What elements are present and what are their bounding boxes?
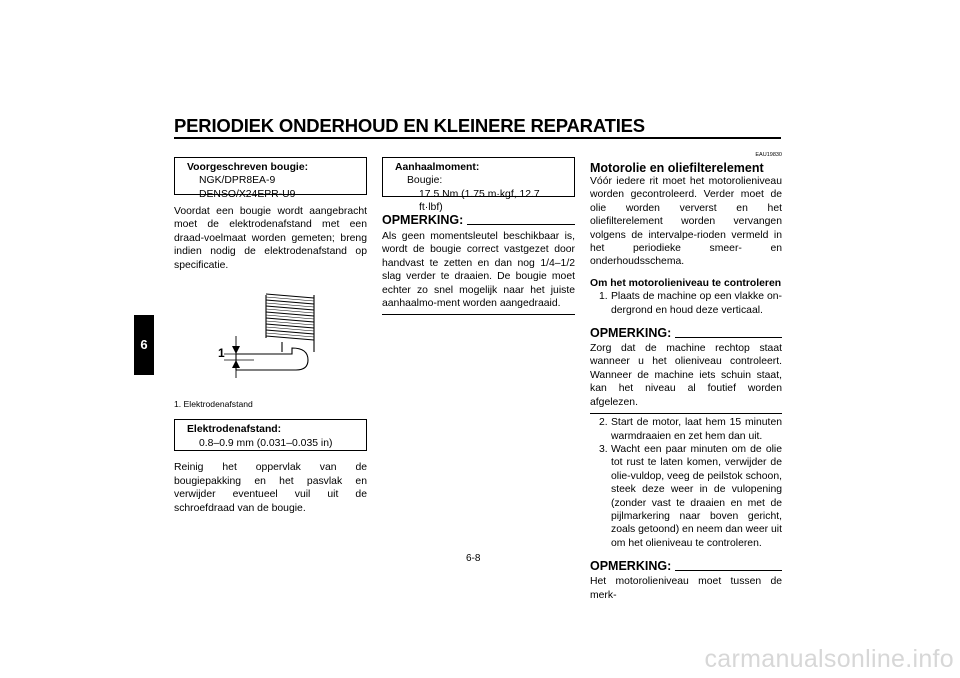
gap-value: 0.8–0.9 mm (0.031–0.035 in) (199, 437, 333, 449)
page-number: 6-8 (466, 553, 481, 564)
note-heading (590, 559, 782, 573)
reference-code: EAU19830 (755, 152, 782, 158)
spec-value: NGK/DPR8EA-9 (199, 175, 276, 187)
paragraph: Vóór iedere rit moet het motorolieniveau worden gecontroleerd. Verder moet de olie worden ververst en het oliefilterelement worden vervangen volgens de intervalpe-rioden vermeld in het periodieke smeer- en onderhoudsschema. (590, 176, 782, 268)
spec-value: DENSO/X24EPR-U9 (199, 188, 296, 200)
list-item (590, 290, 782, 317)
steps-list (590, 290, 782, 317)
list-item (590, 443, 782, 550)
note-heading-text: OPMERKING: (590, 559, 672, 574)
step-number: 2. (599, 417, 608, 429)
step-text: Plaats de machine op een vlakke on-dergrond en houd deze verticaal. (611, 291, 782, 316)
note-text: Het motorolieniveau moet tussen de merk- (590, 576, 782, 601)
figure-label: 1 (218, 346, 225, 361)
paragraph: Voordat een bougie wordt aangebracht moet de elektrodenafstand met een draad-voelmaat worden gemeten; breng indien nodig de elektrodenafstand op specificatie. (174, 206, 367, 271)
column-2 (382, 157, 575, 315)
note-heading-text: OPMERKING: (382, 213, 464, 227)
page-title: PERIODIEK ONDERHOUD EN KLEINERE REPARATIES (174, 115, 645, 136)
spark-plug-illustration (174, 280, 367, 390)
electrode-gap-box (174, 419, 367, 451)
note-heading (590, 326, 782, 340)
note-rule (590, 413, 782, 414)
spec-heading: Voorgeschreven bougie: (187, 162, 309, 173)
figure-caption: 1. Elektrodenafstand (174, 399, 253, 410)
torque-label: Bougie: (407, 175, 443, 187)
step-number: 1. (599, 291, 608, 303)
step-text: Wacht een paar minuten om de olie tot rust te laten komen, verwijder de olie-vuldop, veeg de peilstok schoon, steek deze weer in de vulopening (zonder vast te draaien en met de pijlmarkering naar boven gericht, zoals getoond) en neem dan weer uit om het olieniveau te controleren. (611, 443, 782, 549)
list-item (590, 416, 782, 443)
torque-heading: Aanhaalmoment: (395, 162, 480, 173)
note-heading-text: OPMERKING: (590, 326, 672, 341)
chapter-tab: 6 (134, 315, 154, 375)
torque-spec-box (382, 157, 575, 214)
column-3 (590, 152, 782, 602)
note-heading (382, 213, 575, 227)
note-rule (382, 314, 575, 315)
note-text: Als geen momentsleutel beschikbaar is, wordt de bougie correct vastgezet door handvast te zetten en dan nog 1/4–1/2 slag verder te draaien. De bougie moet echter zo snel mogelijk naar het juiste aanhaalmo-ment worden aangedraaid. (382, 231, 575, 310)
step-text: Start de motor, laat hem 15 minuten warmdraaien en zet hem dan uit. (611, 417, 782, 442)
paragraph: Reinig het oppervlak van de bougiepakking en het pasvlak en verwijder eventueel vuil uit de schroefdraad van de bougie. (174, 462, 367, 514)
steps-list (590, 416, 782, 550)
title-underline (174, 137, 781, 139)
note-text: Zorg dat de machine rechtop staat wanneer u het olieniveau controleert. Wanneer de machine iets schuin staat, kan het niveau al foutief worden afgelezen. (590, 343, 782, 408)
column-1 (174, 157, 367, 515)
subheading: Om het motorolieniveau te controleren (590, 277, 782, 289)
gap-heading: Elektrodenafstand: (187, 424, 282, 436)
watermark: carmanualsonline.info (704, 645, 954, 673)
note-block (382, 213, 575, 315)
spark-plug-figure (174, 280, 367, 390)
step-number: 3. (599, 443, 608, 455)
note-block (590, 326, 782, 414)
torque-value: 17.5 Nm (1.75 m·kgf, 12.7 ft·lbf) (419, 188, 540, 214)
section-title: Motorolie en oliefilterelement (590, 161, 764, 175)
note-block (590, 559, 782, 602)
spark-plug-spec-box (174, 157, 367, 200)
